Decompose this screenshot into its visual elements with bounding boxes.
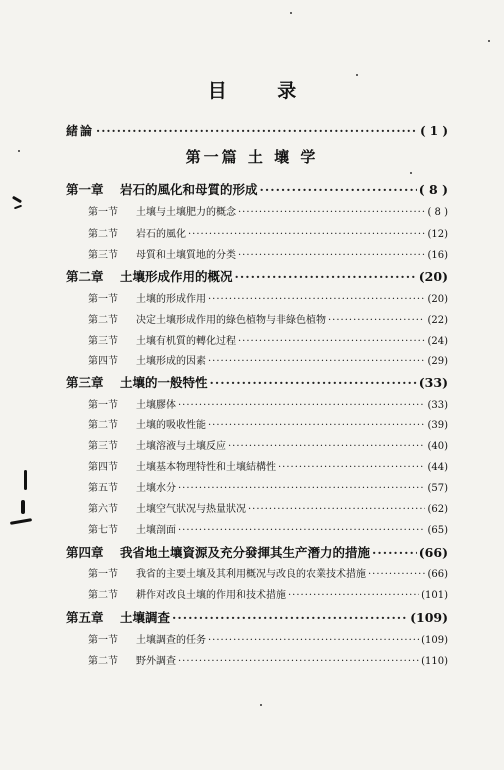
scan-speck: [410, 172, 412, 174]
section-title: 岩石的風化: [136, 229, 186, 240]
chapter-title: 土壤形成作用的概况: [120, 269, 233, 284]
section-page: (40): [427, 441, 448, 452]
leader-dots: [260, 182, 417, 197]
section-title: 土壤溶液与土壤反应: [136, 441, 226, 452]
chapter-page: (109): [410, 610, 448, 625]
section-title: 耕作对改良土壤的作用和技术措施: [136, 590, 286, 601]
leader-dots: [238, 207, 425, 218]
section-page: (57): [427, 483, 448, 494]
chapter-label: 第五章: [66, 610, 104, 625]
section-title: 土壤与土壤肥力的概念: [136, 207, 236, 218]
section-title: 野外調查: [136, 656, 176, 667]
chapter-row: [66, 267, 448, 285]
section-label: 第二节: [88, 420, 118, 431]
leader-dots: [172, 610, 408, 625]
section-label: 第二节: [88, 656, 118, 667]
section-page: (66): [427, 569, 448, 580]
chapter-page: (20): [418, 269, 448, 284]
leader-dots: [328, 315, 425, 326]
leader-dots: [210, 375, 417, 390]
section-row: [88, 437, 448, 452]
intro-title: 緒論: [66, 124, 95, 138]
section-page: (24): [427, 336, 448, 347]
section-page: (16): [427, 250, 448, 261]
section-page: (62): [427, 504, 448, 515]
section-row: [88, 332, 448, 347]
chapter-page: (66): [418, 545, 448, 560]
chapter-row: [66, 608, 448, 626]
leader-dots: [178, 483, 425, 494]
part-title: 第一篇 土 壤 学: [185, 148, 319, 166]
chapter-page: ( 8 ): [418, 182, 448, 197]
section-title: 土壤有机質的轉化过程: [136, 336, 236, 347]
scan-speck: [488, 40, 490, 42]
section-page: (44): [427, 462, 448, 473]
section-row: [88, 352, 448, 367]
section-page: ( 8 ): [427, 207, 448, 218]
section-row: [88, 246, 448, 261]
leader-dots: [208, 635, 419, 646]
section-label: 第二节: [88, 229, 118, 240]
section-title: 土壤調查的任务: [136, 635, 206, 646]
section-title: 土壤形成的因素: [136, 356, 206, 367]
leader-dots: [188, 229, 425, 240]
leader-dots: [368, 569, 425, 580]
section-page: (109): [421, 635, 448, 646]
section-page: (33): [427, 400, 448, 411]
chapter-row: [66, 543, 448, 561]
section-label: 第三节: [88, 250, 118, 261]
section-page: (20): [427, 294, 448, 305]
section-row: [88, 586, 448, 601]
chapter-title: 岩石的風化和母質的形成: [120, 182, 258, 197]
section-title: 我省的主要土壤及其利用概况与改良的农業技术措施: [136, 569, 366, 580]
section-page: (12): [427, 229, 448, 240]
section-label: 第一节: [88, 635, 118, 646]
section-row: [88, 203, 448, 218]
section-page: (39): [427, 420, 448, 431]
section-title: 土壤膠体: [136, 400, 176, 411]
chapter-row: [66, 373, 448, 391]
chapter-title: 土壤調查: [120, 610, 171, 625]
section-row: [88, 225, 448, 240]
section-label: 第一节: [88, 400, 118, 411]
section-row: [88, 396, 448, 411]
intro-page: ( 1 ): [419, 124, 448, 138]
section-label: 第四节: [88, 462, 118, 473]
section-row: [88, 652, 448, 667]
chapter-title: 我省地土壤資源及充分發揮其生产潛力的措施: [120, 545, 371, 560]
scan-speck: [356, 74, 358, 76]
leader-dots: [208, 420, 425, 431]
scan-speck: [18, 150, 20, 152]
section-label: 第五节: [88, 483, 118, 494]
section-label: 第六节: [88, 504, 118, 515]
leader-dots: [178, 656, 419, 667]
scan-mark: [12, 196, 22, 204]
scan-speck: [260, 704, 262, 706]
leader-dots: [238, 250, 425, 261]
chapter-label: 第一章: [66, 182, 104, 197]
leader-dots: [178, 400, 425, 411]
section-title: 土壤空气狀况与热量狀况: [136, 504, 246, 515]
section-page: (22): [427, 315, 448, 326]
section-row: [88, 500, 448, 515]
chapter-page: (33): [418, 375, 448, 390]
section-title: 决定土壤形成作用的綠色植物与非綠色植物: [136, 315, 326, 326]
leader-dots: [372, 545, 417, 560]
section-page: (65): [427, 525, 448, 536]
section-page: (110): [421, 656, 448, 667]
leader-dots: [228, 441, 425, 452]
leader-dots: [96, 124, 418, 138]
section-page: (29): [427, 356, 448, 367]
scan-speck: [290, 12, 292, 14]
section-label: 第一节: [88, 207, 118, 218]
section-label: 第一节: [88, 569, 118, 580]
leader-dots: [278, 462, 425, 473]
leader-dots: [248, 504, 425, 515]
section-row: [88, 631, 448, 646]
section-row: [88, 565, 448, 580]
section-title: 土壤剖面: [136, 525, 176, 536]
chapter-label: 第四章: [66, 545, 104, 560]
leader-dots: [238, 336, 425, 347]
section-row: [88, 311, 448, 326]
section-row: [88, 521, 448, 536]
section-row: [88, 479, 448, 494]
leader-dots: [288, 590, 419, 601]
section-title: 母質和土壤質地的分类: [136, 250, 236, 261]
toc-title: 目 录: [207, 80, 319, 102]
chapter-row: [66, 180, 448, 198]
scan-mark: [14, 205, 22, 210]
chapter-label: 第二章: [66, 269, 104, 284]
scan-mark: [10, 518, 32, 525]
chapter-title: 土壤的一般特性: [120, 375, 208, 390]
leader-dots: [208, 356, 425, 367]
chapter-label: 第三章: [66, 375, 104, 390]
scan-mark: [21, 500, 25, 514]
section-title: 土壤的吸收性能: [136, 420, 206, 431]
section-title: 土壤基本物理特性和土壤結構性: [136, 462, 276, 473]
leader-dots: [235, 269, 417, 284]
section-label: 第四节: [88, 356, 118, 367]
section-label: 第一节: [88, 294, 118, 305]
section-label: 第七节: [88, 525, 118, 536]
section-label: 第二节: [88, 590, 118, 601]
section-label: 第二节: [88, 315, 118, 326]
scan-mark: [24, 470, 27, 490]
section-title: 土壤的形成作用: [136, 294, 206, 305]
section-row: [88, 290, 448, 305]
section-row: [88, 458, 448, 473]
section-title: 土壤水分: [136, 483, 176, 494]
section-label: 第三节: [88, 336, 118, 347]
toc-intro-row: [66, 122, 448, 139]
section-label: 第三节: [88, 441, 118, 452]
section-page: (101): [421, 590, 448, 601]
section-row: [88, 416, 448, 431]
leader-dots: [208, 294, 425, 305]
leader-dots: [178, 525, 425, 536]
